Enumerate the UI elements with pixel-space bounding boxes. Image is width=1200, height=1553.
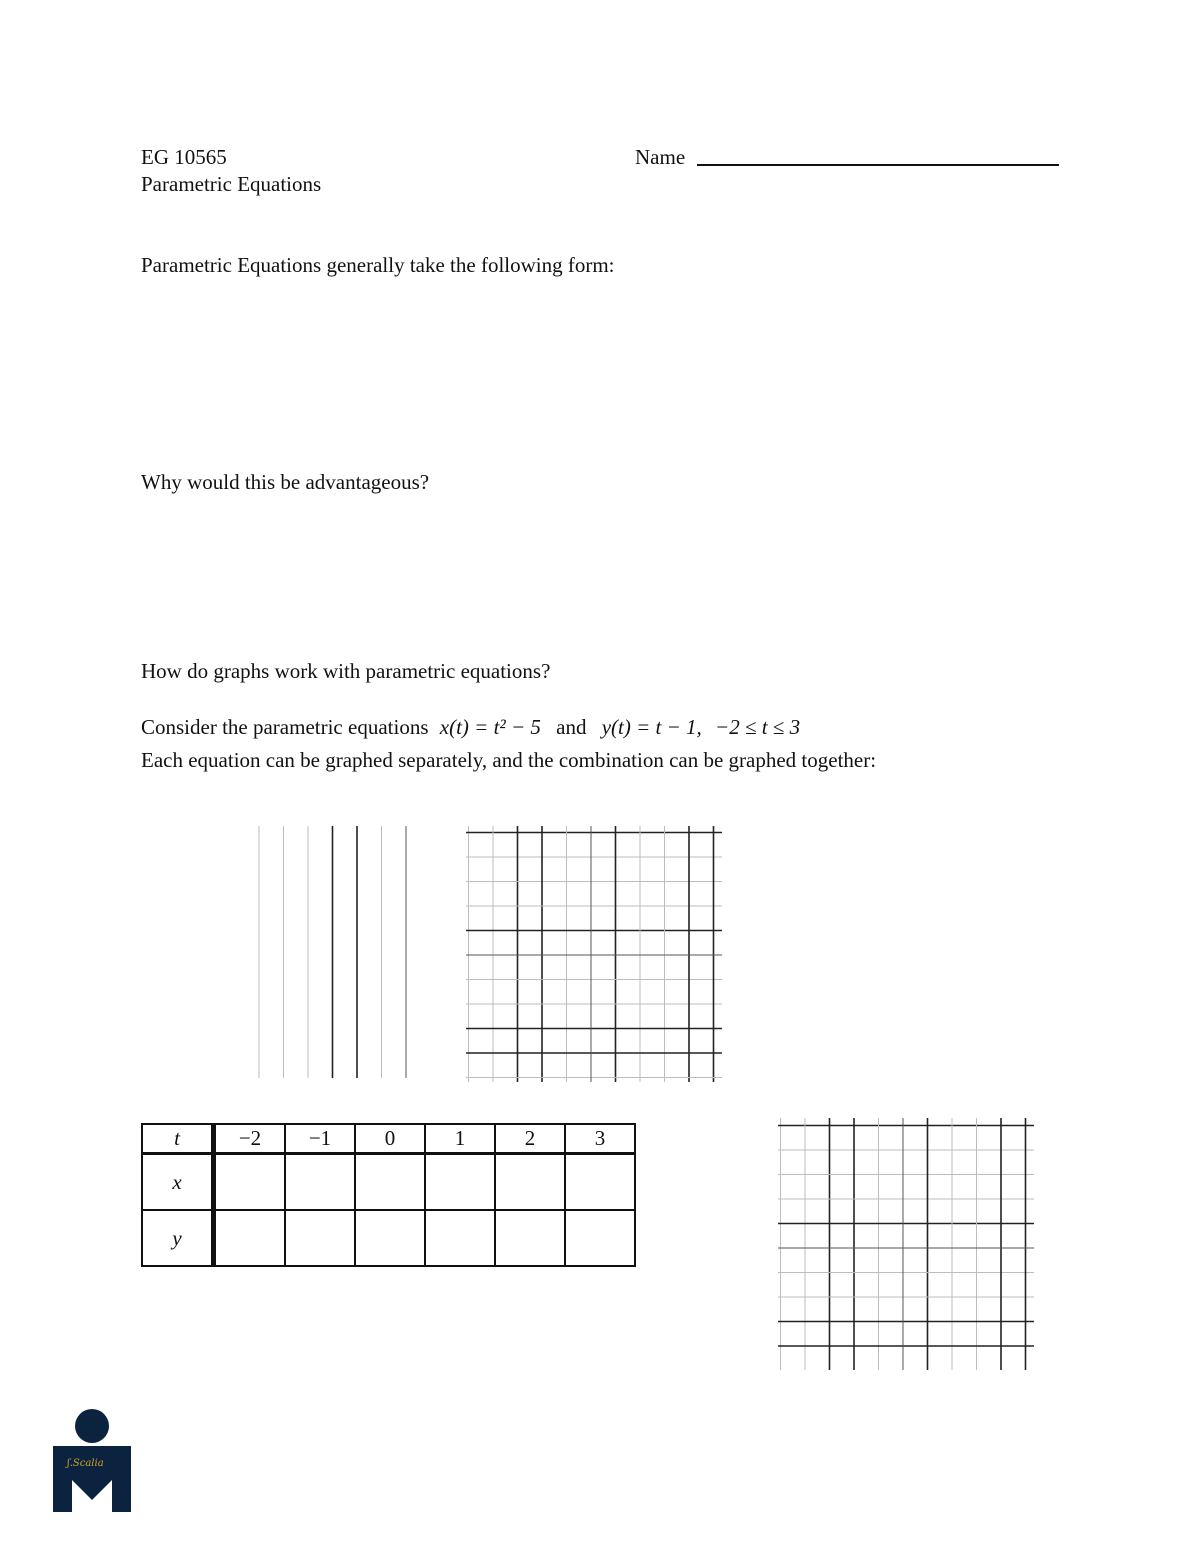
- t-value-cell: −2: [214, 1124, 286, 1154]
- question-advantage: Why would this be advantageous?: [141, 470, 430, 494]
- graph-grid-x-of-t: [141, 826, 398, 1078]
- x-answer-cell[interactable]: [355, 1154, 425, 1211]
- table-row-t: [142, 1124, 635, 1154]
- name-label: Name: [635, 145, 686, 169]
- x-answer-cell[interactable]: [214, 1154, 286, 1211]
- name-field-line[interactable]: [697, 164, 1059, 166]
- logo-head: [75, 1409, 109, 1443]
- table-row-x: [142, 1154, 635, 1211]
- values-table: [141, 1123, 636, 1267]
- course-code: EG 10565: [141, 145, 227, 169]
- each-equation-text: Each equation can be graphed separately, and the combination can be graphed together:: [141, 748, 877, 772]
- graph-grid-combined: [778, 1118, 1034, 1370]
- y-answer-cell[interactable]: [214, 1210, 286, 1266]
- x-answer-cell[interactable]: [425, 1154, 495, 1211]
- y-answer-cell[interactable]: [425, 1210, 495, 1266]
- consider-lead: Consider the parametric equations: [141, 715, 429, 739]
- row-label-t: t: [142, 1124, 214, 1154]
- x-answer-cell[interactable]: [285, 1154, 355, 1211]
- row-label-x: x: [142, 1154, 214, 1211]
- logo-signature: ʃ.Scalia: [67, 1458, 104, 1469]
- table-row-y: [142, 1210, 635, 1266]
- and-word: and: [556, 715, 587, 739]
- t-value-cell: 0: [355, 1124, 425, 1154]
- intro-text: Parametric Equations generally take the following form:: [141, 253, 615, 277]
- y-answer-cell[interactable]: [355, 1210, 425, 1266]
- t-value-cell: 1: [425, 1124, 495, 1154]
- row-label-y: y: [142, 1210, 214, 1266]
- x-answer-cell[interactable]: [495, 1154, 565, 1211]
- logo-m-shape: [53, 1446, 131, 1512]
- topic-title: Parametric Equations: [141, 172, 322, 196]
- question-graphs: How do graphs work with parametric equations?: [141, 659, 551, 683]
- equation-y: y(t) = t − 1,: [601, 715, 702, 739]
- consider-line: [141, 714, 800, 740]
- y-answer-cell[interactable]: [285, 1210, 355, 1266]
- t-value-cell: −1: [285, 1124, 355, 1154]
- t-value-cell: 2: [495, 1124, 565, 1154]
- equation-x: x(t) = t² − 5: [439, 715, 541, 739]
- t-range: −2 ≤ t ≤ 3: [715, 715, 801, 739]
- t-value-cell: 3: [565, 1124, 635, 1154]
- x-answer-cell[interactable]: [565, 1154, 635, 1211]
- university-logo: [53, 1408, 131, 1512]
- y-answer-cell[interactable]: [565, 1210, 635, 1266]
- y-answer-cell[interactable]: [495, 1210, 565, 1266]
- graph-grid-y-of-t: [466, 826, 722, 1082]
